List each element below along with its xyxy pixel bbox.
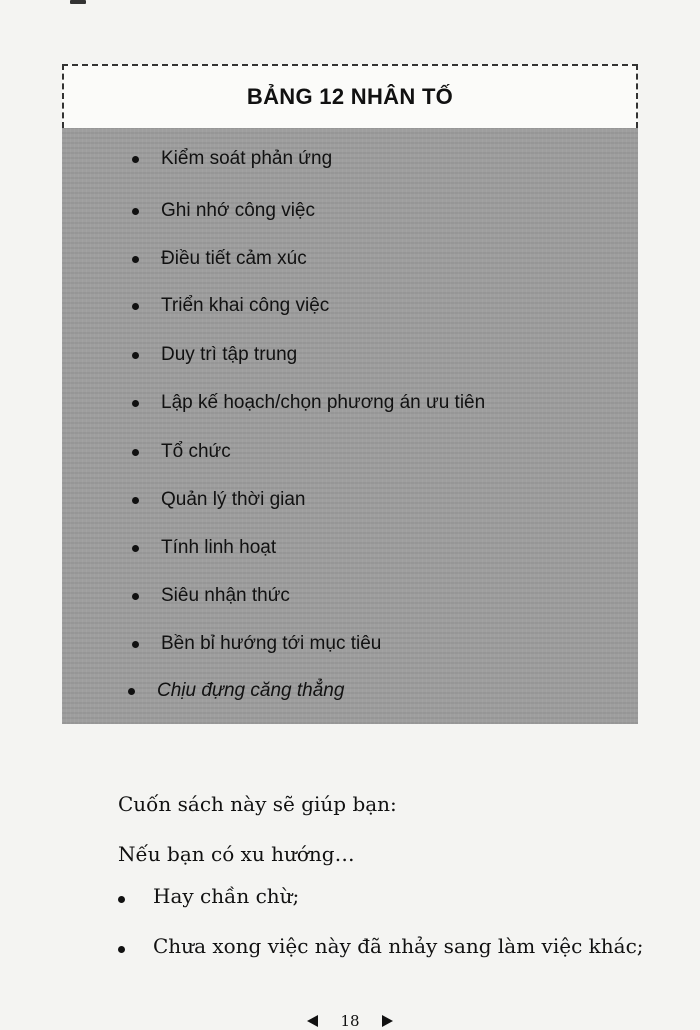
factor-table-title: BẢNG 12 NHÂN TỐ bbox=[246, 84, 454, 109]
factor-table-panel bbox=[62, 128, 638, 724]
factor-item-label: Bền bỉ hướng tới mục tiêu bbox=[161, 633, 382, 654]
factor-item bbox=[132, 148, 332, 170]
lead-line: Nếu bạn có xu hướng… bbox=[118, 842, 355, 866]
factor-item bbox=[132, 344, 297, 366]
factor-item-label: Chịu đựng căng thẳng bbox=[157, 680, 345, 701]
factor-item bbox=[132, 441, 231, 463]
factor-item-label: Tính linh hoạt bbox=[161, 537, 277, 558]
bullet-icon bbox=[132, 208, 139, 215]
page-footer bbox=[0, 1012, 700, 1030]
bullet-icon bbox=[132, 400, 139, 407]
factor-item bbox=[132, 200, 315, 222]
bullet-icon bbox=[132, 593, 139, 600]
bullet-icon bbox=[132, 256, 139, 263]
factor-item-label: Tổ chức bbox=[161, 441, 231, 462]
triangle-left-icon bbox=[307, 1015, 318, 1027]
bullet-icon bbox=[132, 449, 139, 456]
bullet-icon bbox=[118, 946, 125, 953]
intro-line: Cuốn sách này sẽ giúp bạn: bbox=[118, 792, 397, 816]
factor-item-label: Quản lý thời gian bbox=[161, 489, 306, 510]
bullet-icon bbox=[132, 156, 139, 163]
page-number: 18 bbox=[340, 1012, 360, 1030]
body-bullet-item: Chưa xong việc này đã nhảy sang làm việc khác; bbox=[153, 934, 644, 958]
bullet-icon bbox=[132, 545, 139, 552]
bullet-icon bbox=[118, 896, 125, 903]
factor-item-label: Siêu nhận thức bbox=[161, 585, 290, 606]
factor-item-label: Kiểm soát phản ứng bbox=[161, 148, 333, 169]
factor-item-label: Duy trì tập trung bbox=[161, 344, 298, 365]
factor-item-label: Điều tiết cảm xúc bbox=[161, 248, 307, 269]
factor-item bbox=[128, 680, 344, 702]
bullet-icon bbox=[132, 641, 139, 648]
factor-item bbox=[132, 295, 329, 317]
factor-item bbox=[132, 633, 381, 655]
factor-item-label: Ghi nhớ công việc bbox=[161, 200, 315, 221]
factor-item bbox=[132, 392, 485, 414]
bullet-icon bbox=[132, 303, 139, 310]
factor-item bbox=[132, 489, 306, 511]
body-bullet-item: Hay chần chừ; bbox=[153, 884, 300, 908]
factor-item-label: Lập kế hoạch/chọn phương án ưu tiên bbox=[161, 392, 486, 413]
triangle-right-icon bbox=[382, 1015, 393, 1027]
bullet-icon bbox=[128, 688, 135, 695]
factor-table-header bbox=[62, 64, 638, 128]
bullet-icon bbox=[132, 352, 139, 359]
factor-item bbox=[132, 537, 276, 559]
page-corner-mark bbox=[70, 0, 86, 4]
bullet-icon bbox=[132, 497, 139, 504]
factor-item-label: Triển khai công việc bbox=[161, 295, 330, 316]
factor-item bbox=[132, 248, 307, 270]
factor-item bbox=[132, 585, 290, 607]
